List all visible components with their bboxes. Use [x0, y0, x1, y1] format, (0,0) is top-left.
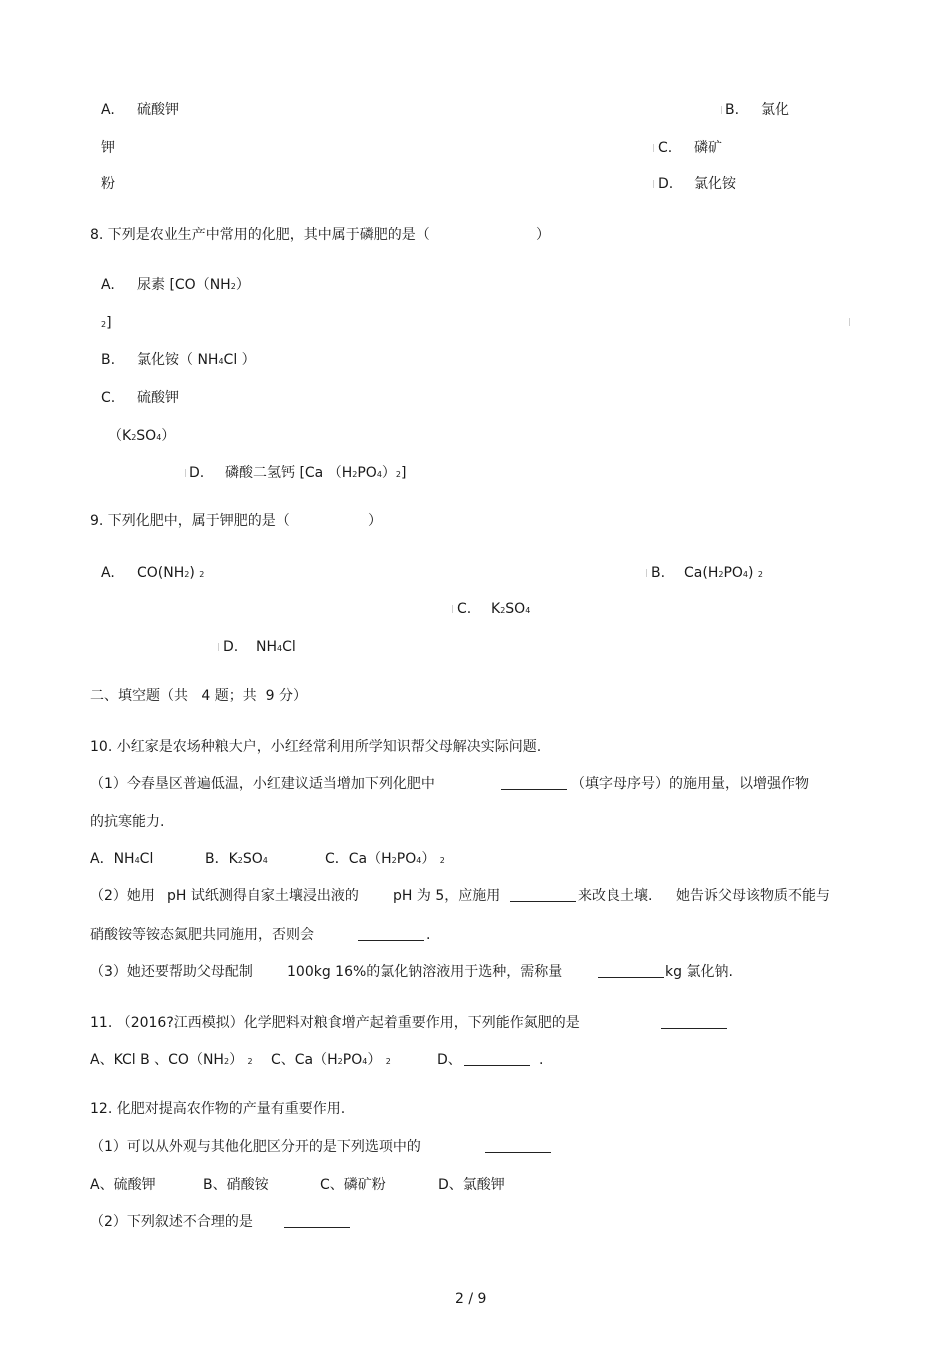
- q10-part2-a: （2）她用: [90, 888, 155, 904]
- q12-option-a: A、硫酸钾: [90, 1177, 156, 1193]
- q7-option-d-label: D.: [658, 176, 674, 192]
- q12-option-d: D、氯酸钾: [438, 1177, 505, 1193]
- q7-option-b-continuation: 钾: [101, 140, 115, 156]
- q8-option-c-label: C.: [101, 390, 116, 406]
- q12-option-c: C、磷矿粉: [320, 1177, 386, 1193]
- q10-part2-b: pH 试纸测得自家土壤浸出液的: [167, 888, 359, 904]
- q8-option-a-text: 尿素 [CO（NH2）: [137, 277, 250, 293]
- q10-part1-blank[interactable]: [501, 775, 567, 790]
- q10-part2-c: pH 为 5，应施用: [393, 888, 501, 904]
- q10-part2-f: 硝酸铵等铵态氮肥共同施用，否则会: [90, 927, 314, 943]
- q9-option-a-label: A.: [101, 565, 115, 581]
- q12-part2: （2）下列叙述不合理的是: [90, 1214, 253, 1230]
- q8-option-c-formula: （K2SO4）: [108, 428, 176, 444]
- q9-option-d-label: D.: [223, 639, 239, 655]
- q7-option-d-text: 氯化铵: [694, 176, 736, 192]
- q8-stem-close: ）: [536, 227, 550, 243]
- scan-mark: [646, 569, 647, 577]
- q10-part3-c: kg 氯化钠.: [665, 964, 733, 980]
- q10-part1-c: 的抗寒能力.: [90, 814, 165, 830]
- q10-part2-g: .: [426, 927, 431, 943]
- q11-option-d: D、: [437, 1052, 462, 1068]
- q7-option-c-continuation: 粉: [101, 176, 115, 192]
- q10-option-c: C．Ca（H2PO4） 2: [325, 851, 445, 867]
- q9-option-c-label: C.: [457, 601, 472, 617]
- q10-part1-a: （1）今春垦区普遍低温，小红建议适当增加下列化肥中: [90, 776, 435, 792]
- section-2-title: 二、填空题（共 4 题；共 9 分）: [90, 688, 307, 704]
- q9-stem-close: ）: [368, 513, 382, 529]
- q10-part3-blank[interactable]: [598, 963, 664, 978]
- q11-option-d-blank[interactable]: [464, 1051, 530, 1066]
- q9-stem: 9. 下列化肥中，属于钾肥的是（: [90, 513, 290, 529]
- scan-mark: [452, 605, 453, 613]
- q8-option-b-text: 氯化铵（ NH4Cl ）: [137, 352, 256, 368]
- q9-option-b-label: B.: [651, 565, 666, 581]
- scan-mark: [185, 469, 186, 477]
- q8-option-d-text: 磷酸二氢钙 [Ca （H2PO4）2]: [225, 465, 407, 481]
- q7-option-b-text: 氯化: [761, 102, 789, 118]
- page-number: 2 / 9: [455, 1291, 487, 1307]
- q10-part2-d: 来改良土壤.: [578, 888, 653, 904]
- q7-option-c-label: C.: [658, 140, 673, 156]
- scan-mark: [721, 106, 722, 114]
- q10-part2-blank-2[interactable]: [358, 926, 424, 941]
- q10-option-a: A．NH4Cl: [90, 851, 154, 867]
- scan-mark: [653, 180, 654, 188]
- q11-option-d-end: .: [539, 1052, 544, 1068]
- q11-option-c: C、Ca（H2PO4） 2: [271, 1052, 391, 1068]
- q7-option-b-label: B.: [725, 102, 740, 118]
- q10-part2-blank-1[interactable]: [510, 887, 576, 902]
- q9-option-a-text: CO(NH2) 2: [137, 565, 205, 581]
- q8-option-a-label: A.: [101, 277, 115, 293]
- q10-option-b: B．K2SO4: [205, 851, 268, 867]
- q10-part3-b: 100kg 16%的氯化钠溶液用于选种，需称量: [287, 964, 563, 980]
- q7-option-a-text: 硫酸钾: [137, 102, 179, 118]
- q12-part2-blank[interactable]: [284, 1213, 350, 1228]
- q11-options-ab: A、KCl B 、CO（NH2） 2: [90, 1052, 253, 1068]
- scan-mark: [218, 643, 219, 651]
- q12-part1-blank[interactable]: [485, 1138, 551, 1153]
- q8-option-c-text: 硫酸钾: [137, 390, 179, 406]
- q10-part1-b: （填字母序号）的施用量，以增强作物: [571, 776, 809, 792]
- q9-option-b-text: Ca(H2PO4) 2: [684, 565, 764, 581]
- q7-option-c-text: 磷矿: [694, 140, 722, 156]
- q12-part1: （1）可以从外观与其他化肥区分开的是下列选项中的: [90, 1139, 421, 1155]
- q10-part2-e: 她告诉父母该物质不能与: [676, 888, 830, 904]
- q10-part3-a: （3）她还要帮助父母配制: [90, 964, 253, 980]
- q10-stem: 10. 小红家是农场种粮大户，小红经常利用所学知识帮父母解决实际问题.: [90, 739, 542, 755]
- q9-option-d-text: NH4Cl: [256, 639, 296, 655]
- q9-option-c-text: K2SO4: [491, 601, 531, 617]
- q8-stem: 8. 下列是农业生产中常用的化肥，其中属于磷肥的是（: [90, 227, 430, 243]
- q11-stem: 11. （2016?江西模拟）化学肥料对粮食增产起着重要作用，下列能作氮肥的是: [90, 1015, 580, 1031]
- q7-option-a-label: A.: [101, 102, 115, 118]
- scan-mark: [849, 318, 850, 326]
- q12-stem: 12. 化肥对提高农作物的产量有重要作用.: [90, 1101, 346, 1117]
- scan-mark: [653, 144, 654, 152]
- q8-option-d-label: D.: [189, 465, 205, 481]
- q11-answer-blank[interactable]: [661, 1014, 727, 1029]
- q8-option-a-continuation: 2]: [101, 315, 112, 331]
- q12-option-b: B、硝酸铵: [203, 1177, 269, 1193]
- q8-option-b-label: B.: [101, 352, 116, 368]
